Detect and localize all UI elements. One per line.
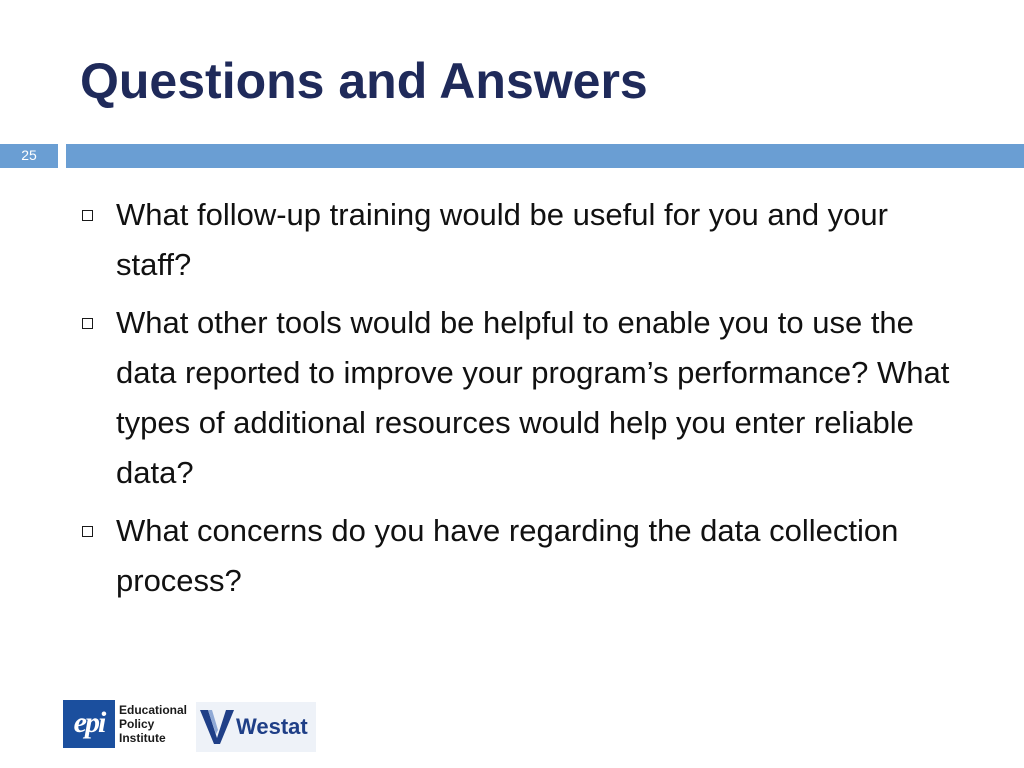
square-bullet-icon bbox=[82, 318, 93, 329]
bullet-text: What concerns do you have regarding the data collection process? bbox=[116, 513, 899, 598]
bullet-list bbox=[80, 190, 960, 614]
epi-logo-text bbox=[119, 703, 187, 745]
bullet-item bbox=[80, 190, 960, 290]
slide-number: 25 bbox=[0, 144, 58, 168]
bullet-text: What other tools would be helpful to enable you to use the data reported to improve your program’s performance? What types of additional resources would help you enter reliable data? bbox=[116, 305, 950, 490]
westat-v-icon bbox=[200, 706, 234, 746]
square-bullet-icon bbox=[82, 210, 93, 221]
bullet-item bbox=[80, 298, 960, 498]
epi-line: Institute bbox=[119, 731, 166, 745]
westat-logo-text: Westat bbox=[236, 714, 308, 739]
epi-line: Policy bbox=[119, 717, 155, 731]
square-bullet-icon bbox=[82, 526, 93, 537]
westat-logo bbox=[196, 702, 316, 752]
bullet-text: What follow-up training would be useful for you and your staff? bbox=[116, 197, 888, 282]
epi-logo-mark: epi bbox=[63, 700, 115, 748]
slide-title: Questions and Answers bbox=[80, 53, 648, 109]
title-rule bbox=[0, 144, 1024, 168]
accent-bar bbox=[66, 144, 1024, 168]
bullet-item bbox=[80, 506, 960, 606]
epi-line: Educational bbox=[119, 703, 188, 717]
footer-logos bbox=[63, 700, 318, 752]
